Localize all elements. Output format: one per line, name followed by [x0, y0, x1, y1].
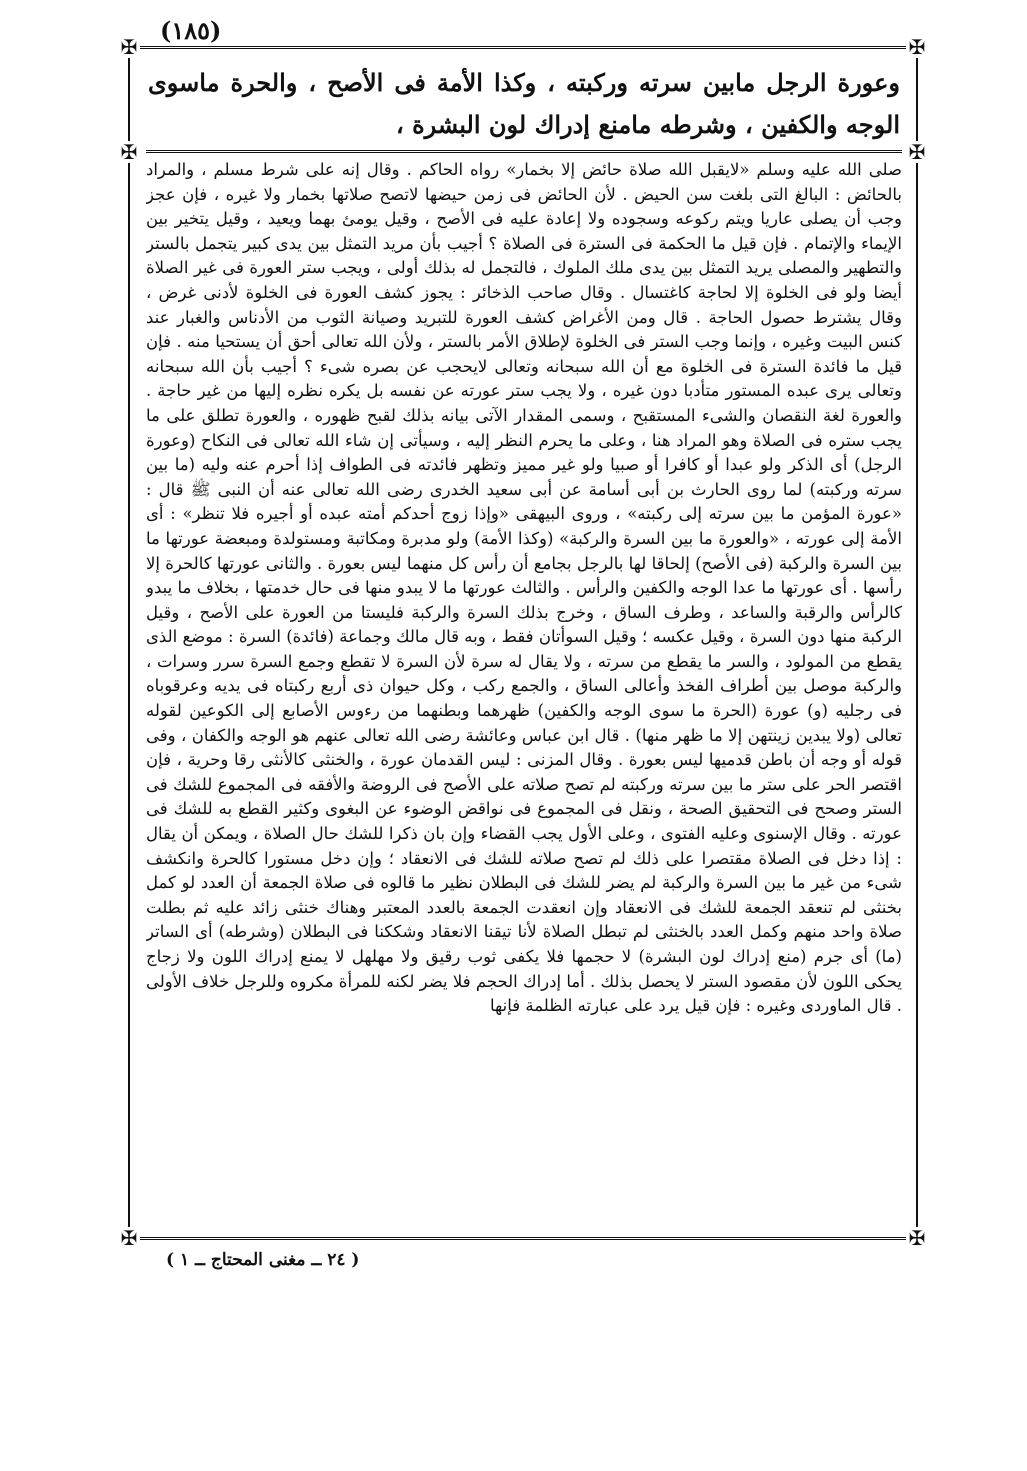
frame-right-border: [916, 46, 918, 1239]
frame-top-border: [128, 46, 918, 49]
footer-signature: ( ٢٤ ــ مغنى المحتاج ــ ١ ): [166, 1250, 360, 1270]
matn-sharh-divider: [146, 150, 902, 153]
corner-ornament-icon: ✠: [906, 1227, 928, 1249]
frame-bottom-border: [128, 1237, 918, 1240]
corner-ornament-icon: ✠: [906, 36, 928, 58]
sharh-paragraph: صلى الله عليه وسلم «لايقبل الله صلاة حائض إلا بخمار» رواه الحاكم . وقال إنه على شرط مسلم ، والمراد بالحائض : البالغ التى بلغت سن الحيض . لأن الحائض فى زمن حيضها لاتصح صلاتها بخمار ولا غيره ، فإن عجز وجب أن يصلى عاريا ويتم ركوعه وسجوده ولا إعادة عليه فى الأصح ، وقيل يومئ بهما ويعيد ، وقيل يتخير بين الإيماء والإتمام . فإن قيل ما الحكمة فى السترة فى الصلاة ؟ أجيب بأن مريد التمثل بين يدى كبير يتجمل بالستر والتطهير والمصلى يريد التمثل بين يدى ملك الملوك ، فالتجمل له بذلك أولى ، ويجب ستر العورة فى غير الصلاة أيضا ولو فى الخلوة إلا لحاجة كاغتسال . وقال صاحب الذخائر : يجوز كشف العورة فى الخلوة لأدنى غرض ، وقال يشترط حصول الحاجة . قال ومن الأغراض كشف العورة للتبريد وصيانة الثوب من الأدناس والغبار عند كنس البيت وغيره ، وإنما وجب الستر فى الخلوة لإطلاق الأمر بالستر ، ولأن الله تعالى أحق أن يستحيا منه . فإن قيل ما فائدة السترة فى الخلوة مع أن الله سبحانه وتعالى لايحجب عن بصره شىء ؟ أجيب بأن الله سبحانه وتعالى يرى عبده المستور متأدبا دون غيره ، ولا يجب ستر عورته عن نفسه بل يكره نظره إليها من غير حاجة . والعورة لغة النقصان والشىء المستقبح ، وسمى المقدار الآتى بيانه بذلك لقبح ظهوره ، والعورة تطلق على ما يجب ستره فى الصلاة وهو المراد هنا ، وعلى ما يحرم النظر إليه ، وسيأتى إن شاء الله تعالى فى النكاح (وعورة الرجل) أى الذكر ولو عبدا أو كافرا أو صبيا ولو غير مميز وتظهر فائدته فى الطواف إذا أحرم عنه وليه (ما بين سرته وركبته) لما روى الحارث بن أبى أسامة عن أبى سعيد الخدرى رضى الله تعالى عنه أن النبى ﷺ قال : «عورة المؤمن ما بين سرته إلى ركبته» ، وروى البيهقى «وإذا زوج أحدكم أمته عبده أو أجيره فلا تنظر» : أى الأمة إلى عورته ، «والعورة ما بين السرة والركبة» (وكذا الأمة) ولو مدبرة ومكاتبة ومستولدة ومبعضة عورتها ما بين السرة والركبة (فى الأصح) إلحاقا لها بالرجل بجامع أن رأس كل منهما ليس بعورة . والثانى عورتها كالحرة إلا رأسها . أى عورتها ما عدا الوجه والكفين والرأس . والثالث عورتها ما لا يبدو منها فى حال خدمتها ، بخلاف ما يبدو كالرأس والرقبة والساعد ، وطرف الساق ، وخرج بذلك السرة والركبة فليستا من العورة على الأصح ، وقيل الركبة منها دون السرة ، وقيل عكسه ؛ وقيل السوأتان فقط ، وبه قال مالك وجماعة (فائدة) السرة : موضع الذى يقطع من المولود ، والسر ما يقطع من سرته ، ولا يقال له سرة لأن السرة لا تقطع وجمع السرة سرر وسرات ، والركبة موصل بين أطراف الفخذ وأعالى الساق ، والجمع ركب ، وكل حيوان ذى أربع ركبتاه فى يديه وعرقوباه فى رجليه (و) عورة (الحرة ما سوى الوجه والكفين) ظهرهما وبطنهما من رءوس الأصابع إلى الكوعين لقوله تعالى (ولا يبدين زينتهن إلا ما ظهر منها) . قال ابن عباس وعائشة رضى الله تعالى عنهم هو الوجه والكفان ، وفى قوله أو وجه أن باطن قدميها ليس بعورة . وقال المزنى : ليس القدمان عورة ، والخنثى كالأنثى رقا وحرية ، فإن اقتصر الحر على ستر ما بين سرته وركبته لم تصح صلاته على الأصح فى الروضة والأفقه فى المجموع للشك فى الستر وصحح فى التحقيق الصحة ، ونقل فى المجموع فى نواقض الوضوء عن البغوى وكثير القطع به للشك فى عورته . وقال الإسنوى وعليه الفتوى ، وعلى الأول يجب القضاء وإن بان ذكرا للشك حال الصلاة ، ويمكن أن يقال : إذا دخل فى الصلاة مقتصرا على ذلك لم تصح صلاته للشك فى الانعقاد ؛ وإن دخل مستورا كالحرة وانكشف شىء من غير ما بين السرة والركبة لم يضر للشك فى البطلان نظير ما قالوه فى صلاة الجمعة أن العدد لو كمل بخنثى لم تنعقد الجمعة للشك فى الانعقاد وإن انعقدت الجمعة بالعدد المعتبر وهناك خنثى زائد عليه ثم بطلت صلاة واحد منهم وكمل العدد بالخنثى لم تبطل الصلاة لأنا تيقنا الانعقاد وشككنا فى البطلان (وشرطه) أى الساتر (ما) أى جرم (منع إدراك لون البشرة) لا حجمها فلا يكفى ثوب رقيق ولا مهلهل لا يمنع إدراك اللون ولا زجاج يحكى اللون لأن مقصود الستر لا يحصل بذلك . أما إدراك الحجم فلا يضر لكنه للمرأة مكروه وللرجل خلاف الأولى . قال الماوردى وغيره : فإن قيل يرد على عبارته الظلمة فإنها: [146, 160, 902, 1016]
matn-text: وعورة الرجل مابين سرته وركبته ، وكذا الأمة فى الأصح ، والحرة ماسوى الوجه والكفين ، وشرطه مامنع إدراك لون البشرة ،: [148, 68, 900, 139]
divider-ornament-icon: ✠: [118, 141, 140, 163]
divider-ornament-icon: ✠: [906, 141, 928, 163]
corner-ornament-icon: ✠: [118, 1227, 140, 1249]
frame-left-border: [128, 46, 130, 1239]
page-number: (١٨٥): [160, 16, 222, 45]
sharh-commentary: [146, 158, 902, 1226]
corner-ornament-icon: ✠: [118, 36, 140, 58]
